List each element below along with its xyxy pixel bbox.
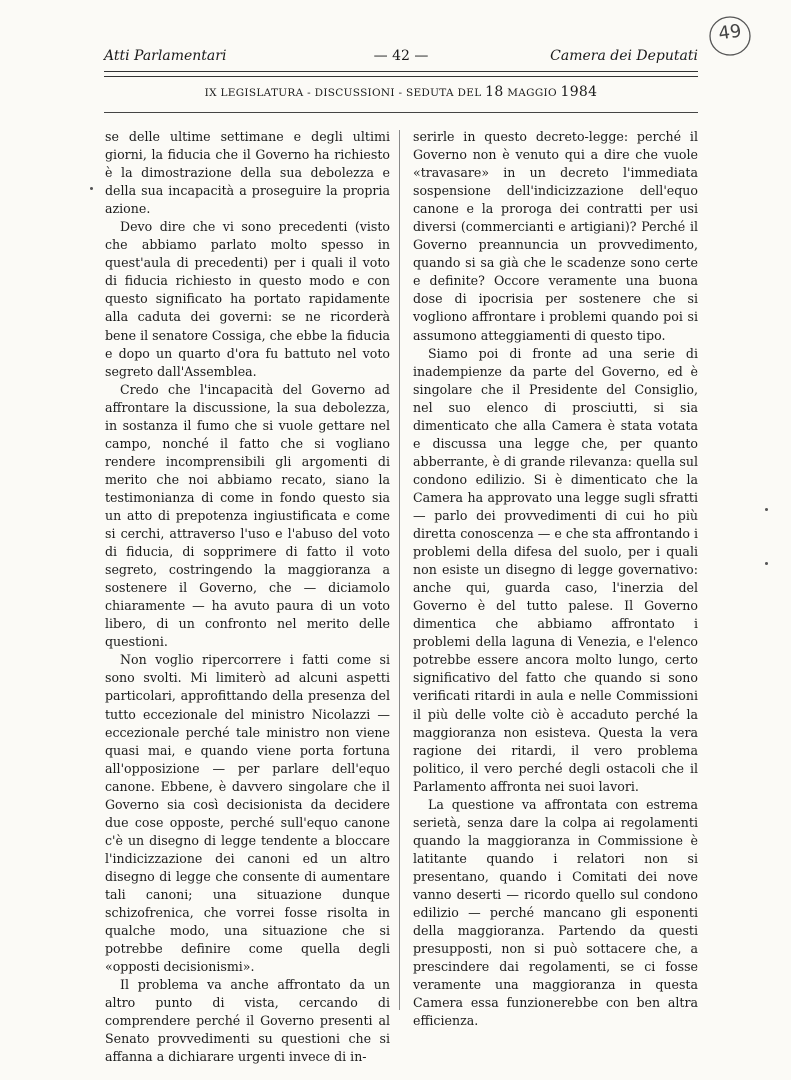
subheader-rule: [104, 112, 698, 113]
stamp-number: 49: [717, 20, 743, 45]
header-double-rule: [104, 71, 698, 77]
header-right: Camera dei Deputati: [550, 48, 698, 64]
subheader-text-b: MAGGIO: [503, 87, 561, 99]
left-paragraph-4: Non voglio ripercorrere i fatti come si sono svolti. Mi limiterò ad alcuni aspetti particolari, approfittando della presenza del tutto eccezionale del ministro Nicolazzi — eccezionale perché tale ministro non viene quasi mai, e quando viene porta fortuna all'opposizione — per parlare dell'equo canone. Ebbene, è davvero singolare che il Governo sia così decisionista da decidere due cose opposte, perché sull'equo canone c'è un disegno di legge tendente a bloccare l'indicizzazione dei canoni ed un altro disegno di legge che consente di aumentare tali canoni; una situazione dunque schizofrenica, che vorrei fosse risolta in qualche modo, una situazione che si potrebbe definire come quella degli «opposti decisionismi».: [105, 652, 390, 975]
page-number: — 42 —: [373, 48, 429, 64]
session-subheader: [104, 84, 698, 100]
left-column: [105, 128, 390, 1066]
left-paragraph-5: Il problema va anche affrontato da un altro punto di vista, cercando di comprendere perché il Governo presenti al Senato provvedimenti su questioni che si affanna a dichiarare urgenti invece di in-: [105, 977, 390, 1065]
column-divider: [399, 130, 400, 1010]
subheader-day: 18: [485, 84, 504, 100]
right-column: [413, 128, 698, 1030]
left-paragraph-3: Credo che l'incapacità del Governo ad affrontare la discussione, la sua debolezza, in sostanza il fumo che si vuole gettare nel campo, nonché il fatto che si vogliano rendere incomprensibili gli argomenti di merito che noi abbiamo recato, siano la testimonianza di come in fondo questo sia un atto di prepotenza ingiustificata e come si cerchi, attraverso l'uso e l'abuso del voto di fiducia, di sopprimere di fatto il voto segreto, costringendo la maggioranza a sostenere il Governo, che — diciamolo chiaramente — ha avuto paura di un voto libero, di un confronto nel merito delle questioni.: [105, 381, 390, 650]
left-paragraph-2: Devo dire che vi sono precedenti (visto che abbiamo parlato molto spesso in quest'aula di precedenti) per i quali il voto di fiducia richiesto in questo modo e con questo significato ha portato rapidamente alla caduta dei governi: se ne ricorderà bene il senatore Cossiga, che ebbe la fiducia e dopo un quarto d'ora fu battuto nel voto segreto dall'Assemblea.: [105, 219, 390, 379]
page-header: [104, 44, 698, 70]
subheader-year: 1984: [560, 84, 598, 100]
margin-mark: [765, 508, 768, 511]
right-paragraph-1: serirle in questo decreto-legge: perché il Governo non è venuto qui a dire che vuole «travasare» in un decreto l'immediata sospensione dell'indicizzazione dell'equo canone e la proroga dei contratti per usi diversi (commercianti e artigiani)? Perché il Governo preannuncia un provvedimento, quando si sa già che le scadenze sono certe e definite? Occore veramente una buona dose di ipocrisia per sostenere che si vogliono affrontare i problemi quando poi si assumono atteggiamenti di questo tipo.: [413, 129, 698, 343]
margin-mark: [90, 187, 93, 190]
right-paragraph-3: La questione va affrontata con estrema serietà, senza dare la colpa ai regolamenti quando la maggioranza in Commissione è latitante quando i relatori non si presentano, quando i Comitati dei nove vanno deserti — ricordo quello sul condono edilizio — perché mancano gli esponenti della maggioranza. Partendo da questi presupposti, non si può sottacere che, a prescindere dai regolamenti, se ci fosse veramente una maggioranza in questa Camera essa funzionerebbe con ben altra efficienza.: [413, 796, 698, 1029]
left-paragraph-1: se delle ultime settimane e degli ultimi giorni, la fiducia che il Governo ha richiesto è la dimostrazione della sua debolezza e della sua incapacità a proseguire la propria azione.: [105, 129, 390, 217]
subheader-text-a: IX LEGISLATURA - DISCUSSIONI - SEDUTA DEL: [204, 87, 486, 99]
page-stamp: [706, 12, 754, 60]
right-paragraph-2: Siamo poi di fronte ad una serie di inadempienze da parte del Governo, ed è singolare che il Presidente del Consiglio, nel suo elenco di prosciutti, si sia dimenticato che alla Camera è stata votata e discussa una legge che, per quanto abberrante, è di grande rilevanza: quella sul condono edilizio. Si è dimenticato che la Camera ha approvato una legge sugli sfratti — parlo dei provvedimenti di cui ho più diretta conoscenza — e che sta affrontando i problemi della difesa del suolo, per i quali non esiste un disegno di legge governativo: anche qui, guarda caso, l'inerzia del Governo è del tutto palese. Il Governo dimentica che abbiamo affrontato i problemi della laguna di Venezia, e l'elenco potrebbe essere ancora molto lungo, certo significativo del fatto che quando si sono verificati ritardi in aula e nelle Commissioni il più delle volte ciò è accaduto perché la maggioranza non esisteva. Questa la vera ragione dei ritardi, il vero problema politico, il vero perché degli ostacoli che il Parlamento affronta nei suoi lavori.: [413, 345, 698, 794]
margin-mark: [765, 562, 768, 565]
header-left: Atti Parlamentari: [104, 48, 227, 64]
